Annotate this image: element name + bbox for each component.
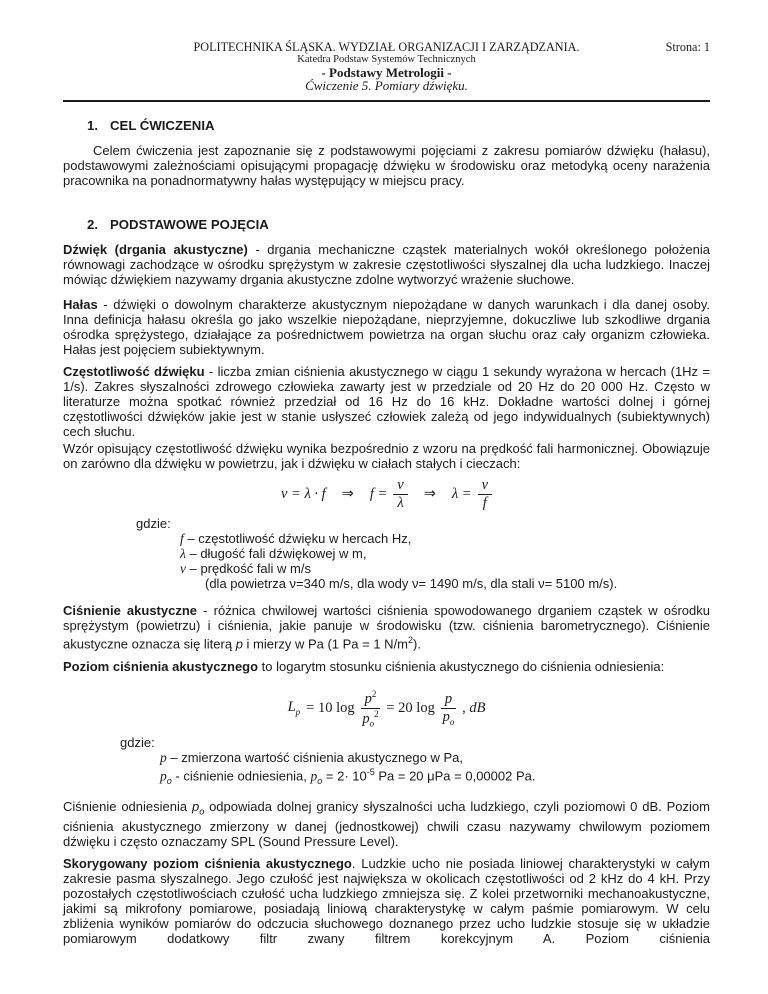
legend-text: - ciśnienie odniesienia, [171,768,311,784]
formula-part: = 20 log [386,700,435,717]
text-odniesienie: Ciśnienie odniesienia [63,798,192,814]
legend-item [180,531,710,546]
symbol-lambda: λ [180,546,186,562]
symbol-p: p [160,749,167,765]
legend-item [180,561,710,576]
section-heading-1 [87,118,710,133]
symbol-p: p [442,708,450,725]
section-number: 1. [87,118,98,133]
symbol-L: L [287,699,296,716]
legend-item-note [205,576,710,591]
implies-arrow-icon: ⇒ [423,485,436,502]
symbol-p: p [364,690,372,707]
formula-wave-speed [63,478,710,511]
legend-text: Pa = 20 μPa = 0,00002 Pa. [374,768,536,784]
implies-arrow-icon: ⇒ [341,485,354,502]
section-title: PODSTAWOWE POJĘCIA [110,217,269,232]
department-name: Katedra Podstaw Systemów Technicznych [297,54,476,65]
unit-dB: dB [469,700,486,717]
legend-label: gdzie: [120,734,155,750]
symbols-legend-2 [63,735,710,789]
subscript-o: o [166,775,172,786]
formula-part: f = [369,485,388,502]
paragraph-dzwiek [63,242,710,287]
fraction-denominator [443,709,455,727]
term-dzwiek: Dźwięk (drgania akustyczne) [63,242,248,257]
section-number: 2. [87,217,98,232]
fraction-numerator: ν [393,478,407,495]
legend-text: – prędkość fali w m/s [186,561,311,577]
symbol-f: f [180,531,184,547]
paragraph-wzor-intro: Wzór opisujący częstotliwość dźwięku wynika bezpośrednio z wzoru na prędkość fali harmonicznej. Obowiązuje on zarówno dla dźwięku w powietrzu, jak i dźwięku w ciałach stałych i cieczach: [63,441,710,471]
definition-cisnienie: - różnica chwilowej wartości ciśnienia spowodowanego drganiem cząstek w ośrodku sprężystym (powietrzu) i ciśnienia, jakie panuje w środowisku (tzw. ciśnienia barometrycznego). Ciśnienie akustyczne oznacza się literą [63,603,711,652]
fraction-denominator: λ [397,495,404,512]
symbol-p: p [235,636,243,652]
term-czestotliwosc: Częstotliwość dźwięku [63,364,205,379]
legend-label: gdzie: [136,516,171,532]
subscript-o: o [369,718,375,729]
symbol-nu: ν [180,561,186,577]
formula-part: = 10 log [306,700,355,717]
symbols-legend-1 [63,516,710,591]
subscript-o: o [199,806,205,817]
term-halas: Hałas [63,297,98,312]
term-poziom: Poziom ciśnienia akustycznego [63,658,259,674]
header-line-1 [63,41,710,54]
paragraph-poziom [63,659,710,674]
symbol-p: p [191,798,200,814]
header-divider [63,100,710,102]
definition-skorygowany: . Ludzkie ucho nie posiada liniowej charakterystyki w całym zakresie pasma słyszalnego. Jego czułość jest największa w okolicach częstotliwości od 2 kHz do 4 kH. Przy pozostałych częstotliwościach czułość ucha ludzkiego zmniejsza się. Z kolei przetworniki mechanoakustyczne, jakimi są mikrofony pomiarowe, posiadają liniową charakterystykę w całym paśmie pomiarowym. W celu zbliżenia wyników pomiarów do odczucia słuchowego doznanego przez ucho ludzkie stosuje się w układzie pomiarowym dodatkowy filtr zwany filtrem korekcyjnym A. Poziom ciśnienia [63,856,711,947]
definition-poziom: to logarytm stosunku ciśnienia akustycznego do ciśnienia odniesienia: [258,658,665,674]
legend-text: – częstotliwość dźwięku w hercach Hz, [183,531,412,547]
paragraph-odniesienie [63,799,710,850]
formula-lhs [288,700,301,718]
formula-part: λ = [451,485,472,502]
superscript-2: 2 [371,688,377,699]
term-skorygowany: Skorygowany poziom ciśnienia akustycznego [63,856,352,872]
legend-text: (dla powietrza ν=340 m/s, dla wody ν= 1490 m/s, dla stali ν= 5100 m/s). [205,576,618,592]
institution-name: POLITECHNIKA ŚLĄSKA. WYDZIAŁ ORGANIZACJI I ZARZĄDZANIA. [193,40,580,54]
fraction [393,478,407,511]
subscript-p: p [295,707,301,718]
definition-cisnienie: ). [413,636,421,652]
exercise-title: Ćwiczenie 5. Pomiary dźwięku. [305,78,468,93]
paragraph-skorygowany [63,856,710,946]
definition-czestotliwosc: - liczba zmian ciśnienia akustycznego w ciągu 1 sekundy wyrażona w hercach (1Hz = 1/s). Zakres słyszalności zdrowego człowieka zawarty jest w przedziale od 20 Hz do 20 000 Hz. Często w literaturze można spotkać również przedział od 16 Hz do 16 kHz. Dokładne wartości dolnej i górnej częstotliwości dźwięków jakie jest w stanie usłyszeć człowiek zależą od jego indywidualnych (subiektywnych) cech słuchu. [63,364,710,439]
paragraph-cel: Celem ćwiczenia jest zapoznanie się z podstawowymi pojęciami z zakresu pomiarów dźwięku (hałasu), podstawowymi zależnościami opisującymi propagację dźwięku w środowisku oraz metodyką oceny narażenia pracownika na ponadnormatywny hałas występujący w miejscu pracy. [63,143,710,188]
formula-unit [462,701,485,717]
superscript-2: 2 [408,635,414,646]
section-title: CEL ĆWICZENIA [110,118,215,133]
page-number: Strona: 1 [665,40,710,54]
paragraph-czestotliwosc [63,364,710,439]
subscript-o: o [449,716,455,727]
fraction [478,478,492,511]
fraction [361,690,381,729]
legend-text: – zmierzona wartość ciśnienia akustycznego w Pa, [166,749,463,765]
term-cisnienie: Ciśnienie akustyczne [63,603,198,619]
legend-item [160,765,710,789]
section-heading-2 [87,217,710,232]
symbol-p: p [160,768,167,784]
legend-item [160,750,710,765]
course-title: - Podstawy Metrologii - [321,65,452,80]
symbol-p: p [310,768,318,784]
fraction [441,692,456,728]
superscript-minus-5: -5 [366,766,375,777]
comma: , [462,700,466,717]
paragraph-cisnienie [63,603,710,651]
symbol-p: p [362,710,370,727]
fraction-denominator [362,709,378,729]
symbol-p: p [444,690,453,707]
fraction-numerator: ν [478,478,492,495]
fraction-numerator [361,690,381,709]
definition-halas: - dźwięki o dowolnym charakterze akustycznym niepożądane w danych warunkach i dla danej osoby. Inna definicja hałasu określa go jako wszelkie niepożądane, nieprzyjemne, dokuczliwe lub szkodliwe drgania ośrodka sprężystego, działające za pośrednictwem powietrza na organ słuchu oraz cały organizm człowieka. Hałas jest pojęciem subiektywnym. [63,297,710,357]
text-odniesienie: odpowiada dolnej granicy słyszalności ucha ludzkiego, czyli poziomowi 0 dB. Poziom ciśnienia akustycznego zmierzony w danej (jednostkowej) chwili czasu nazywamy chwilowym poziomem dźwięku i często oznaczamy SPL (Sound Pressure Level). [63,798,710,850]
subscript-o: o [317,775,323,786]
legend-text: = 2· 10 [322,768,367,784]
formula-part: ν = λ · f [281,485,326,502]
fraction-denominator: f [482,495,487,512]
definition-cisnienie: i mierzy w Pa (1 Pa = 1 N/m [242,636,409,652]
document-body [0,118,768,946]
formula-sound-pressure-level [63,690,710,729]
legend-item [180,546,710,561]
fraction-numerator [441,692,456,709]
paragraph-halas [63,297,710,357]
definition-dzwiek: - drgania mechaniczne cząstek materialnych wokół określonego położenia równowagi zachodzące w ośrodku sprężystym w zakresie częstotliwości słyszalnej dla ucha ludzkiego. Inaczej mówiąc dźwiękiem nazywamy drgania akustyczne zdolne wytworzyć wrażenie słuchowe. [63,242,711,287]
legend-text: – długość fali dźwiękowej w m, [185,546,367,562]
superscript-2: 2 [374,708,379,719]
page-header [0,0,768,102]
